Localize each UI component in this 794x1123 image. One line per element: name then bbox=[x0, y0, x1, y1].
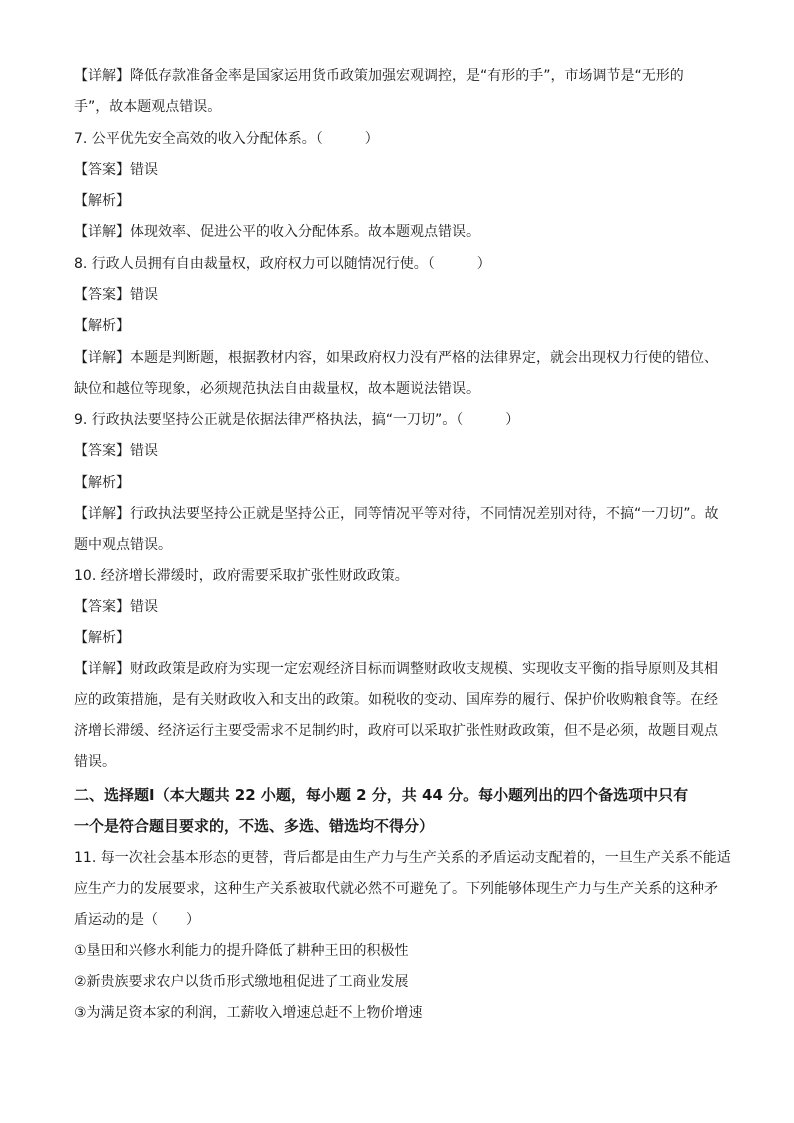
section-heading: 二、选择题Ⅰ（本大题共 22 小题，每小题 2 分，共 44 分。每小题列出的四个备选项中只有 bbox=[74, 786, 689, 804]
question-11: 11. 每一次社会基本形态的更替，背后都是由生产力与生产关系的矛盾运动支配着的，一旦生产关系不能适 bbox=[74, 850, 731, 866]
question-8: 8. 行政人员拥有自由裁量权，政府权力可以随情况行使。（ ） bbox=[74, 256, 491, 272]
option-item: ②新贵族要求农户以货币形式缴地租促进了工商业发展 bbox=[74, 974, 409, 990]
analysis-label: 【解析】 bbox=[74, 193, 130, 209]
section-heading: 一个是符合题目要求的，不选、多选、错选均不得分） bbox=[74, 817, 435, 835]
analysis-label: 【解析】 bbox=[74, 318, 130, 334]
detail-text: 题中观点错误。 bbox=[74, 537, 172, 553]
question-11: 应生产力的发展要求，这种生产关系被取代就必然不可避免了。下列能够体现生产力与生产关系的这种矛 bbox=[74, 881, 718, 897]
question-9: 9. 行政执法要坚持公正就是依据法律严格执法，搞“一刀切”。（ ） bbox=[74, 412, 520, 428]
detail-text: 应的政策措施，是有关财政收入和支出的政策。如税收的变动、国库券的履行、保护价收购粮食等。在经 bbox=[74, 692, 718, 708]
answer-label: 【答案】错误 bbox=[74, 599, 158, 615]
answer-label: 【答案】错误 bbox=[74, 287, 158, 303]
question-7: 7. 公平优先安全高效的收入分配体系。（ ） bbox=[74, 131, 379, 147]
detail-text: 【详解】行政执法要坚持公正就是坚持公正，同等情况平等对待，不同情况差别对待，不搞“一刀切”。故 bbox=[74, 506, 719, 522]
text-line: 【详解】降低存款准备金率是国家运用货币政策加强宏观调控，是“有形的手”，市场调节是“无形的 bbox=[74, 68, 684, 84]
answer-label: 【答案】错误 bbox=[74, 162, 158, 178]
detail-text: 【详解】本题是判断题，根据教材内容，如果政府权力没有严格的法律界定，就会出现权力行使的错位、 bbox=[74, 350, 718, 366]
answer-label: 【答案】错误 bbox=[74, 443, 158, 459]
analysis-label: 【解析】 bbox=[74, 630, 130, 646]
question-11: 盾运动的是（ ） bbox=[74, 912, 200, 928]
text-line: 手”，故本题观点错误。 bbox=[74, 99, 222, 115]
detail-text: 济增长滞缓、经济运行主要受需求不足制约时，政府可以采取扩张性财政政策，但不是必须，故题目观点 bbox=[74, 723, 718, 739]
detail-text: 【详解】体现效率、促进公平的收入分配体系。故本题观点错误。 bbox=[74, 224, 480, 240]
detail-text: 错误。 bbox=[74, 754, 116, 770]
detail-text: 【详解】财政政策是政府为实现一定宏观经济目标而调整财政收支规模、实现收支平衡的指导原则及其相 bbox=[74, 661, 718, 677]
analysis-label: 【解析】 bbox=[74, 475, 130, 491]
question-10: 10. 经济增长滞缓时，政府需要采取扩张性财政政策。 bbox=[74, 568, 409, 584]
option-item: ③为满足资本家的利润，工薪收入增速总赶不上物价增速 bbox=[74, 1005, 423, 1021]
option-item: ①垦田和兴修水利能力的提升降低了耕种王田的积极性 bbox=[74, 943, 409, 959]
detail-text: 缺位和越位等现象，必须规范执法自由裁量权，故本题说法错误。 bbox=[74, 381, 480, 397]
